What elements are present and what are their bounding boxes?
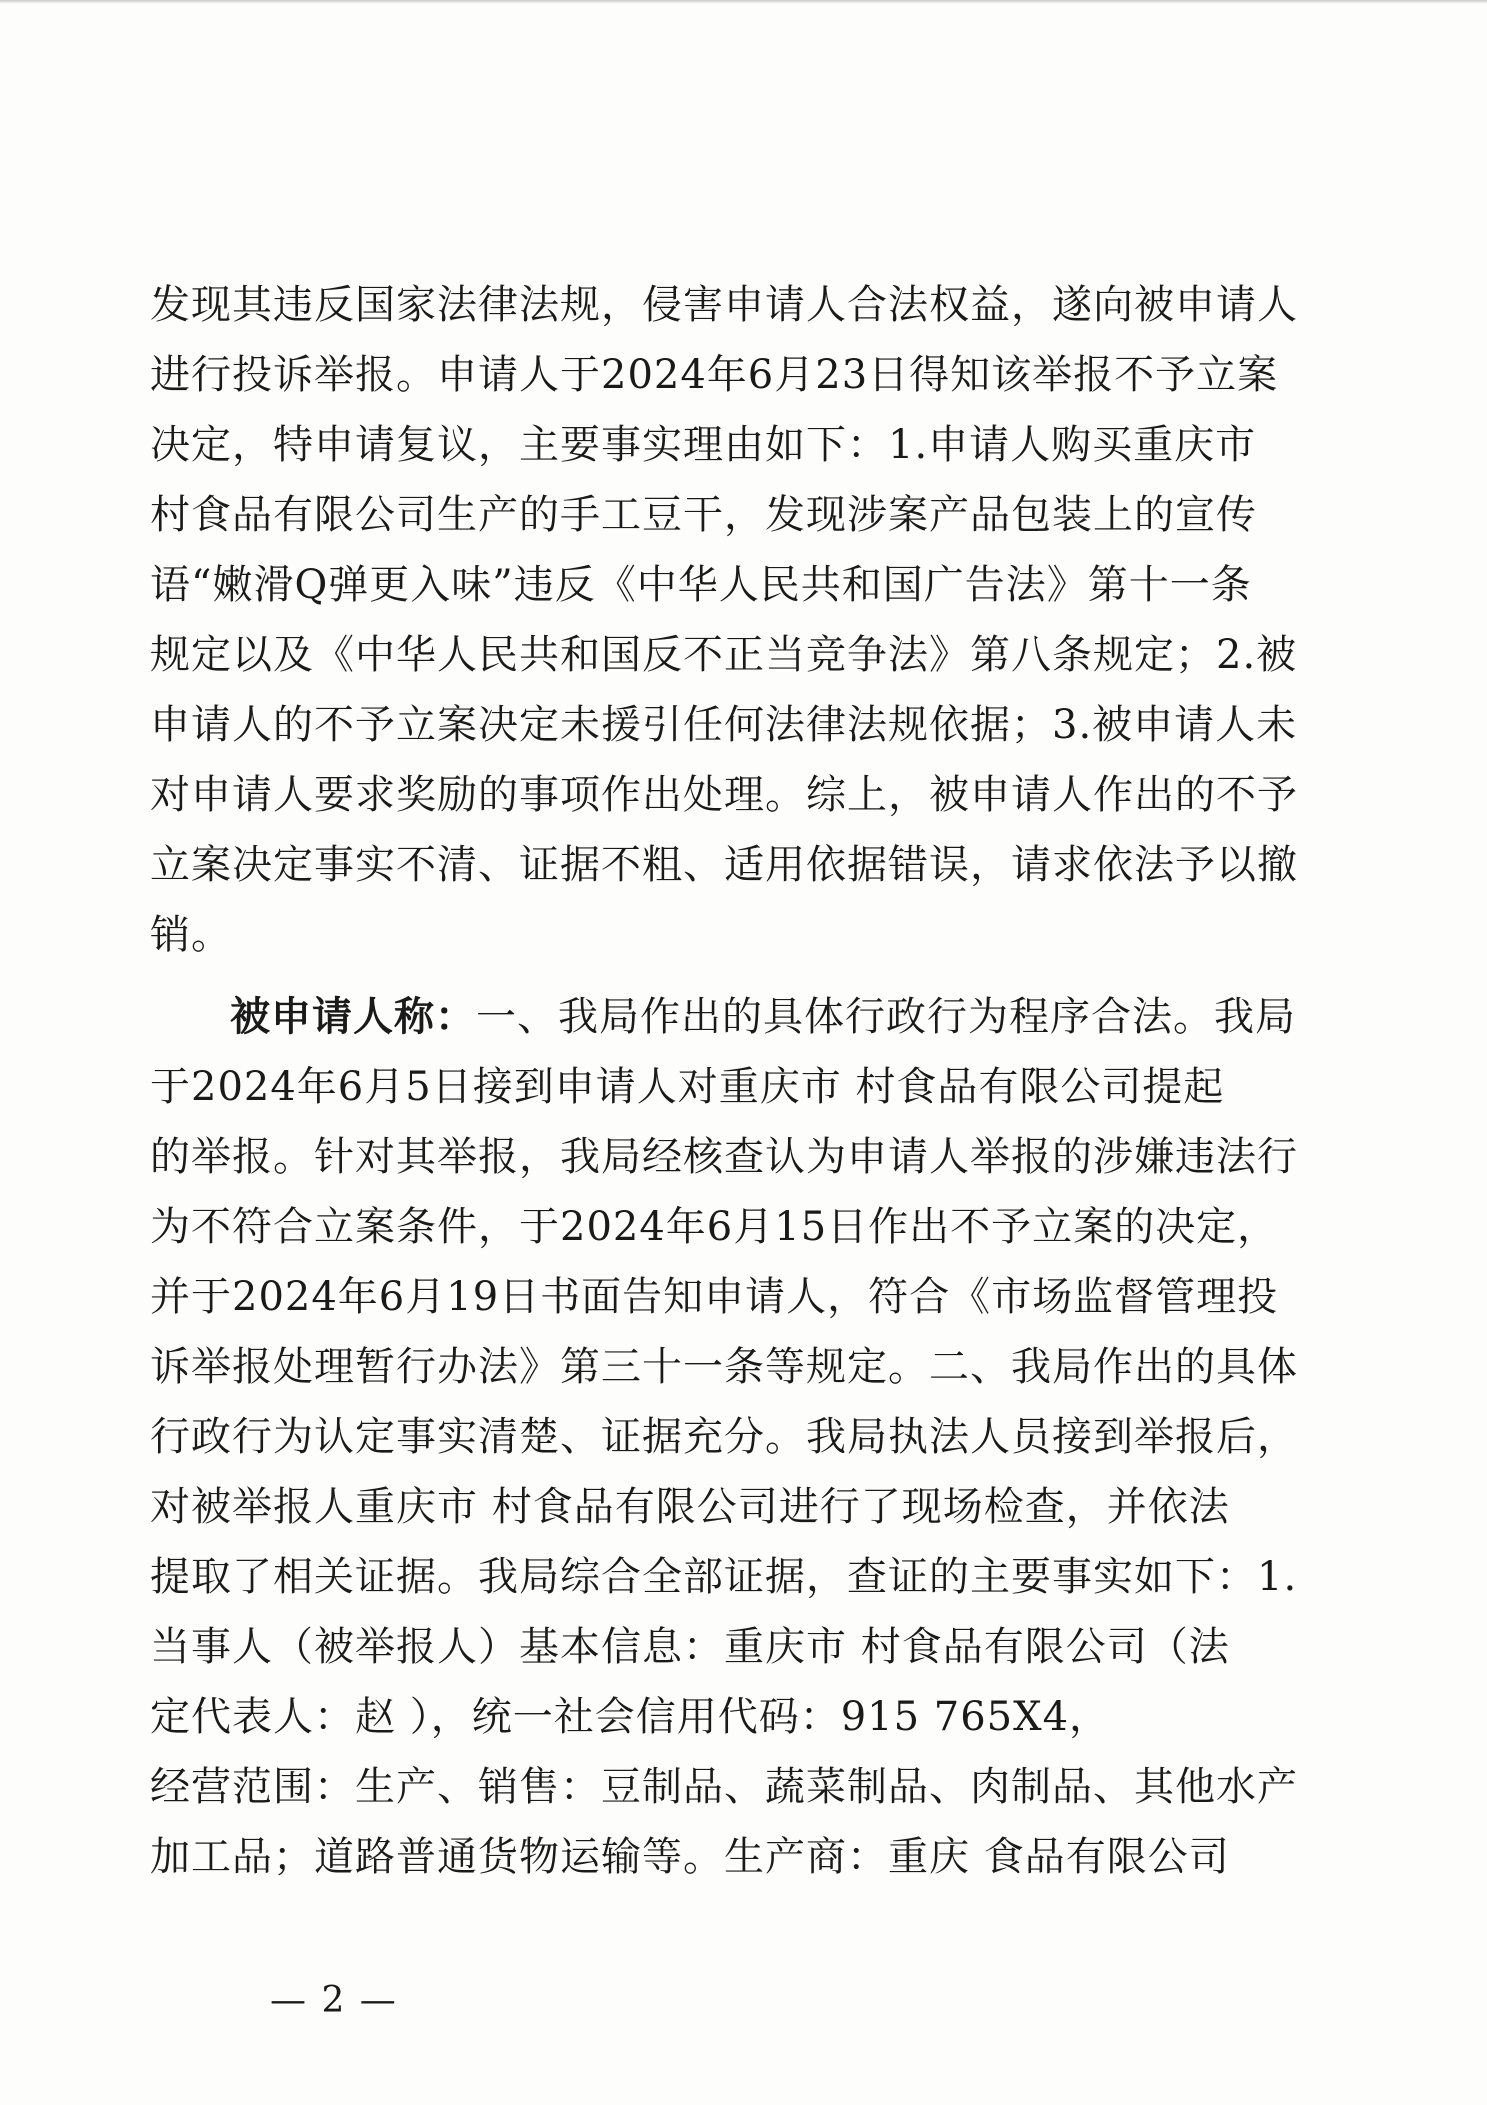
paragraph-line: 定代表人：赵 ），统一社会信用代码：915 765X4， xyxy=(150,1694,1111,1740)
paragraph-line: 进行投诉举报。申请人于2024年6月23日得知该举报不予立案 xyxy=(150,352,1279,398)
paragraph-line: 为不符合立案条件，于2024年6月15日作出不予立案的决定， xyxy=(150,1204,1279,1250)
paragraph-gap xyxy=(150,970,1330,982)
respondent-first-line-text: 一、我局作出的具体行政行为程序合法。我局 xyxy=(476,994,1296,1040)
paragraph-line: 于2024年6月5日接到申请人对重庆市 村食品有限公司提起 xyxy=(150,1064,1225,1110)
respondent-paragraph-first-line xyxy=(150,982,1330,1052)
page-number: — 2 — xyxy=(270,1980,398,2021)
paragraph-line: 申请人的不予立案决定未援引任何法律法规依据；3.被申请人未 xyxy=(150,702,1298,748)
paragraph-line: 销。 xyxy=(150,912,232,958)
paragraph-line: 提取了相关证据。我局综合全部证据，查证的主要事实如下：1. xyxy=(150,1554,1298,1600)
paragraph-line: 的举报。针对其举报，我局经核查认为申请人举报的涉嫌违法行 xyxy=(150,1134,1298,1180)
paragraph-line: 当事人（被举报人）基本信息：重庆市 村食品有限公司（法 xyxy=(150,1624,1230,1670)
paragraph-line: 立案决定事实不清、证据不粗、适用依据错误，请求依法予以撤 xyxy=(150,842,1298,888)
paragraph-line: 村食品有限公司生产的手工豆干，发现涉案产品包装上的宣传 xyxy=(150,492,1257,538)
paragraph-line: 诉举报处理暂行办法》第三十一条等规定。二、我局作出的具体 xyxy=(150,1344,1298,1390)
paragraph-line: 对被举报人重庆市 村食品有限公司进行了现场检查，并依法 xyxy=(150,1484,1230,1530)
paragraph-line: 经营范围：生产、销售：豆制品、蔬菜制品、肉制品、其他水产 xyxy=(150,1764,1298,1810)
paragraph-line: 对申请人要求奖励的事项作出处理。综上，被申请人作出的不予 xyxy=(150,772,1298,818)
paragraph-line: 行政行为认定事实清楚、证据充分。我局执法人员接到举报后， xyxy=(150,1414,1298,1460)
paragraph-line: 决定，特申请复议，主要事实理由如下：1.申请人购买重庆市 xyxy=(150,422,1257,468)
paragraph-line: 并于2024年6月19日书面告知申请人，符合《市场监督管理投 xyxy=(150,1274,1279,1320)
scan-edge xyxy=(0,0,1487,4)
paragraph-line: 加工品；道路普通货物运输等。生产商：重庆 食品有限公司 xyxy=(150,1834,1230,1880)
respondent-heading: 被申请人称： xyxy=(230,993,476,1040)
document-body xyxy=(150,270,1330,1892)
paragraph-line: 发现其违反国家法律法规，侵害申请人合法权益，遂向被申请人 xyxy=(150,282,1298,328)
paragraph-line: 规定以及《中华人民共和国反不正当竞争法》第八条规定；2.被 xyxy=(150,632,1298,678)
paragraph-line: 语“嫩滑Q弹更入味”违反《中华人民共和国广告法》第十一条 xyxy=(150,562,1252,608)
